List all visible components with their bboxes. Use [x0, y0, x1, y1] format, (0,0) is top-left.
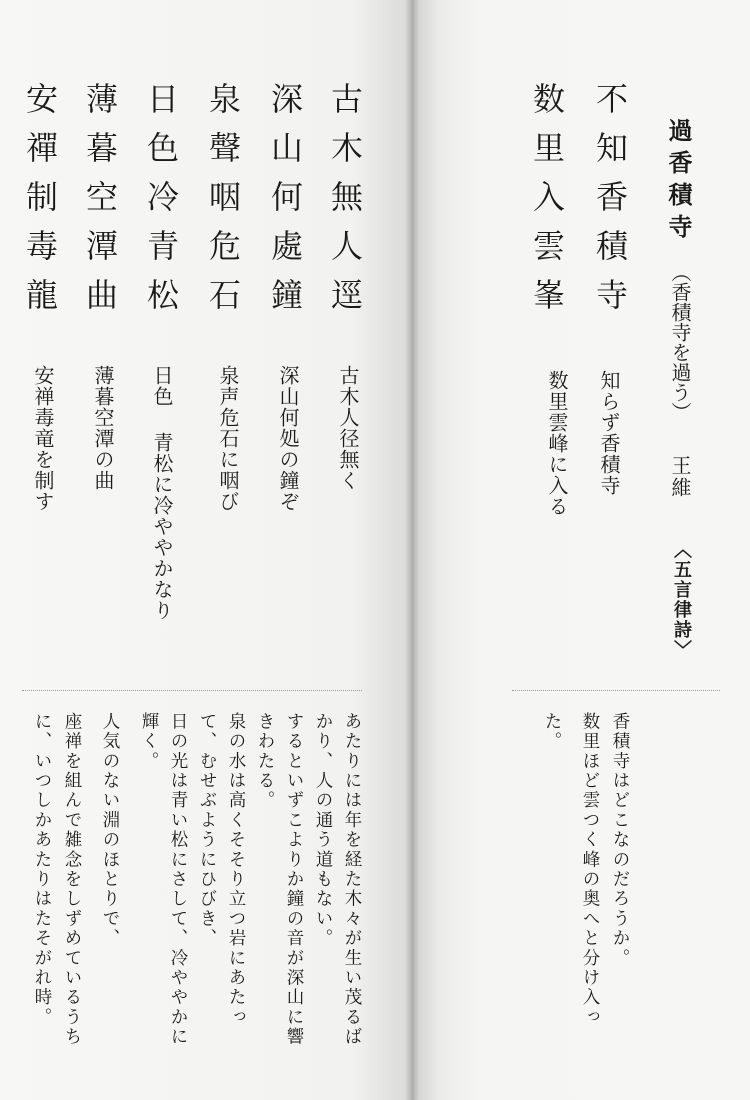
kanbun-line-1: 不知香積寺 [591, 82, 629, 327]
yomi-line-4: 深山何処の鐘ぞ [276, 365, 300, 512]
kanbun-line-2: 数里入雲峯 [528, 82, 566, 327]
divider-left [22, 690, 362, 691]
kanbun-line-5: 泉聲咽危石 [204, 82, 242, 327]
poem-title: 過香積寺 [664, 118, 693, 246]
translation-left-2: かり、人の通う道もない。 [313, 712, 333, 949]
translation-left-3: するといずこよりか鐘の音が深山に響 [284, 712, 304, 1047]
yomi-line-3: 古木人径無く [336, 365, 360, 491]
kanbun-line-7: 薄暮空潭曲 [81, 82, 119, 327]
translation-right-2: 数里ほど雲つく峰の奥へと分け入っ [580, 712, 600, 1028]
kanbun-line-3: 古木無人逕 [326, 82, 364, 327]
yomi-line-8: 安禅毒竜を制す [31, 365, 55, 512]
translation-left-9: 人気のない淵のほとりで、 [100, 712, 120, 949]
poem-title-reading: （香積寺を過う） [668, 262, 692, 422]
yomi-line-1: 知らず香積寺 [597, 370, 621, 496]
kanbun-line-4: 深山何處鐘 [266, 82, 304, 327]
divider-right [512, 690, 720, 691]
translation-left-5: 泉の水は高くそそり立つ岩にあたっ [226, 712, 246, 1028]
poem-form-label: 〈五言律詩〉 [671, 540, 692, 660]
poem-author: 王維 [668, 455, 692, 499]
translation-left-8: 輝く。 [139, 712, 159, 772]
translation-left-7: 日の光は青い松にさして、冷ややかに [168, 712, 188, 1047]
translation-left-1: あたりには年を経た木々が生い茂るば [342, 712, 362, 1047]
yomi-line-7: 薄暮空潭の曲 [91, 365, 115, 491]
kanbun-line-6: 日色冷青松 [142, 82, 180, 327]
translation-left-4: きわたる。 [255, 712, 275, 811]
translation-left-10: 座禅を組んで雑念をしずめているうち [62, 712, 82, 1047]
yomi-line-5: 泉声危石に咽び [216, 365, 240, 512]
translation-left-6: て、むせぶようにひびき、 [197, 712, 217, 949]
translation-left-11: に、いつしかあたりはたそがれ時。 [32, 712, 52, 1028]
yomi-line-2: 数里雲峰に入る [545, 370, 569, 517]
translation-right-3: た。 [542, 712, 562, 752]
kanbun-line-8: 安禪制毒龍 [21, 82, 59, 327]
translation-right-1: 香積寺はどこなのだろうか。 [610, 712, 630, 969]
yomi-line-6: 日色 青松に冷ややかなり [150, 365, 174, 621]
book-gutter [405, 0, 419, 1100]
